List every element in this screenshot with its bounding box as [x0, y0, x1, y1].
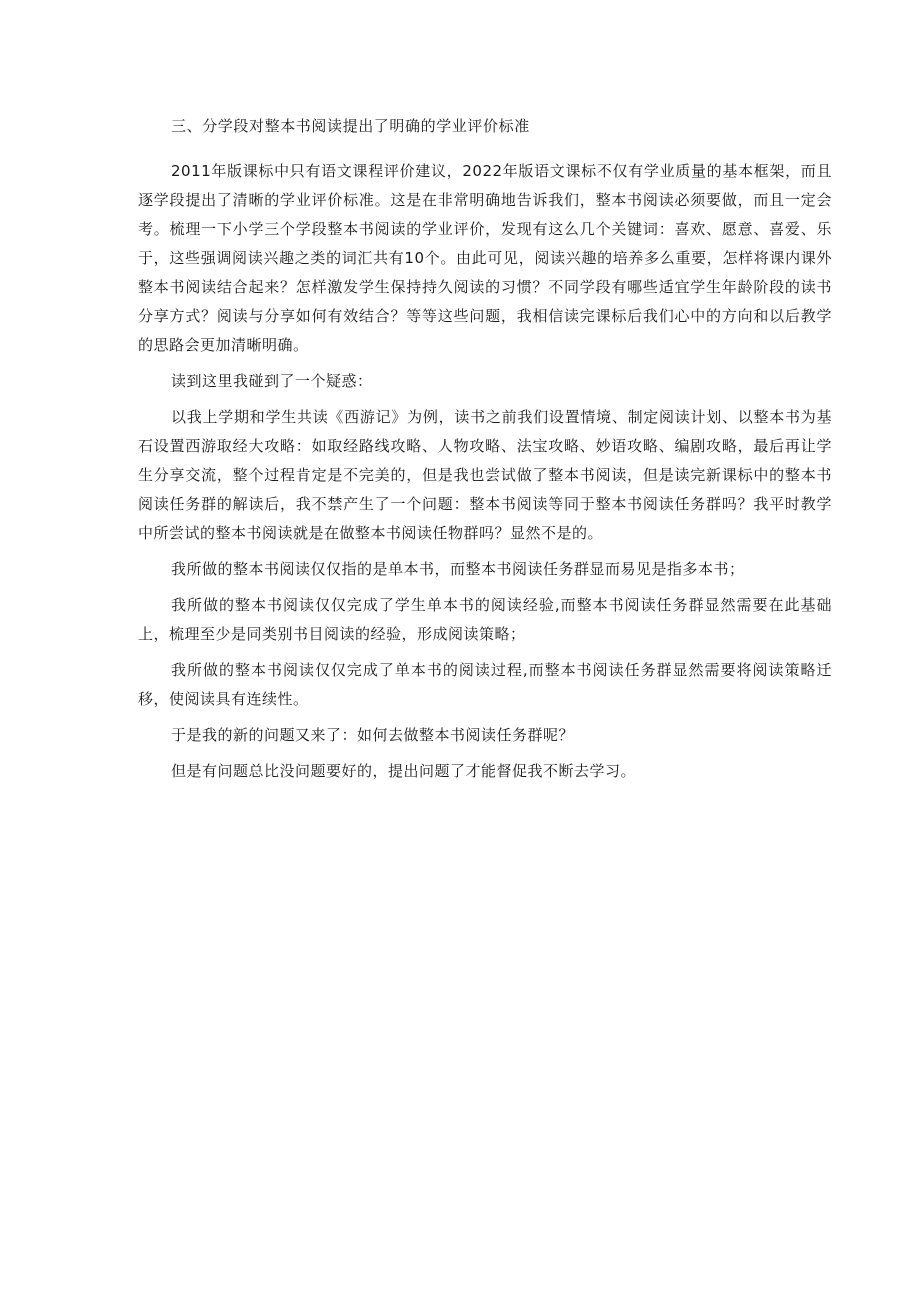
paragraph: 读到这里我碰到了一个疑惑：	[171, 372, 373, 390]
document-body	[138, 112, 832, 793]
section-heading: 三、分学段对整本书阅读提出了明确的学业评价标准	[171, 117, 530, 135]
paragraph: 但是有问题总比没问题要好的，提出问题了才能督促我不断去学习。	[171, 762, 637, 780]
paragraph: 我所做的整本书阅读仅仅完成了学生单本书的阅读经验,而整本书阅读任务群显然需要在此基础上，梳理至少是同类别书目阅读的经验，形成阅读策略；	[138, 596, 832, 643]
paragraph: 于是我的新的问题又来了：如何去做整本书阅读任务群呢？	[171, 726, 575, 744]
paragraph: 我所做的整本书阅读仅仅完成了单本书的阅读过程,而整本书阅读任务群显然需要将阅读策略迁移，使阅读具有连续性。	[138, 661, 832, 708]
paragraph: 2011年版课标中只有语文课程评价建议，2022年版语文课标不仅有学业质量的基本框架，而且逐学段提出了清晰的学业评价标准。这是在非常明确地告诉我们，整本书阅读必须要做，而且一定会考。梳理一下小学三个学段整本书阅读的学业评价，发现有这么几个关键词：喜欢、愿意、喜爱、乐于，这些强调阅读兴趣之类的词汇共有10个。由此可见，阅读兴趣的培养多么重要，怎样将课内课外整本书阅读结合起来？怎样激发学生保持持久阅读的习惯？不同学段有哪些适宜学生年龄阶段的读书分享方式？阅读与分享如何有效结合？等等这些问题，我相信读完课标后我们心中的方向和以后教学的思路会更加清晰明确。	[138, 162, 832, 354]
paragraph: 以我上学期和学生共读《西游记》为例，读书之前我们设置情境、制定阅读计划、以整本书为基石设置西游取经大攻略：如取经路线攻略、人物攻略、法宝攻略、妙语攻略、编剧攻略，最后再让学生分享交流，整个过程肯定是不完美的，但是我也尝试做了整本书阅读，但是读完新课标中的整本书阅读任务群的解读后，我不禁产生了一个问题：整本书阅读等同于整本书阅读任务群吗？我平时教学中所尝试的整本书阅读就是在做整本书阅读任物群吗？显然不是的。	[138, 408, 832, 542]
paragraph: 我所做的整本书阅读仅仅指的是单本书，而整本书阅读任务群显而易见是指多本书；	[171, 560, 745, 578]
